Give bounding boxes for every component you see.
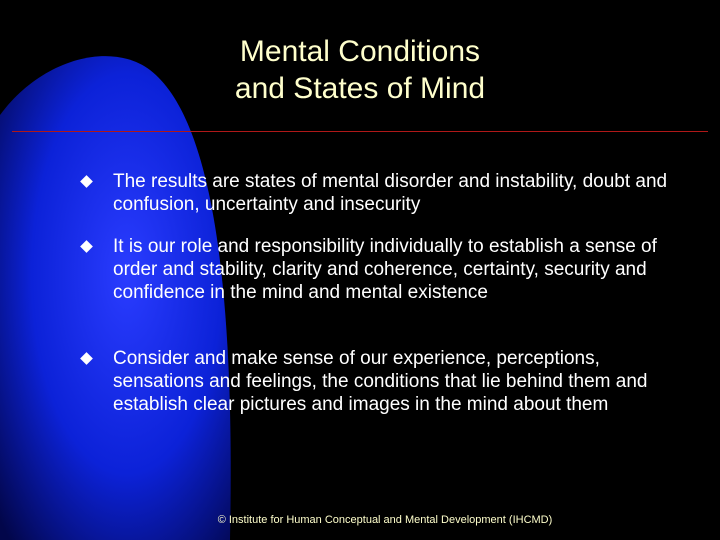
- copyright-footer: [0, 514, 720, 526]
- title-line-2: and States of Mind: [234, 72, 486, 105]
- footer-text: © Institute for Human Conceptual and Mental Development (IHCMD): [217, 514, 553, 526]
- diamond-bullet-icon: [80, 240, 93, 253]
- diamond-bullet-icon: [80, 352, 93, 365]
- bullet-text: Consider and make sense of our experience, perceptions, sensations and feelings, the conditions that lie behind them and establish clear pictures and images in the mind about them: [113, 348, 648, 415]
- bullet-text: It is our role and responsibility individually to establish a sense of order and stability, clarity and coherence, certainty, security and confidence in the mind and mental existence: [113, 236, 657, 303]
- diamond-bullet-icon: [80, 175, 93, 188]
- title-line-1: Mental Conditions: [239, 35, 481, 68]
- bullet-text: The results are states of mental disorder and instability, doubt and confusion, uncertainty and insecurity: [113, 171, 668, 215]
